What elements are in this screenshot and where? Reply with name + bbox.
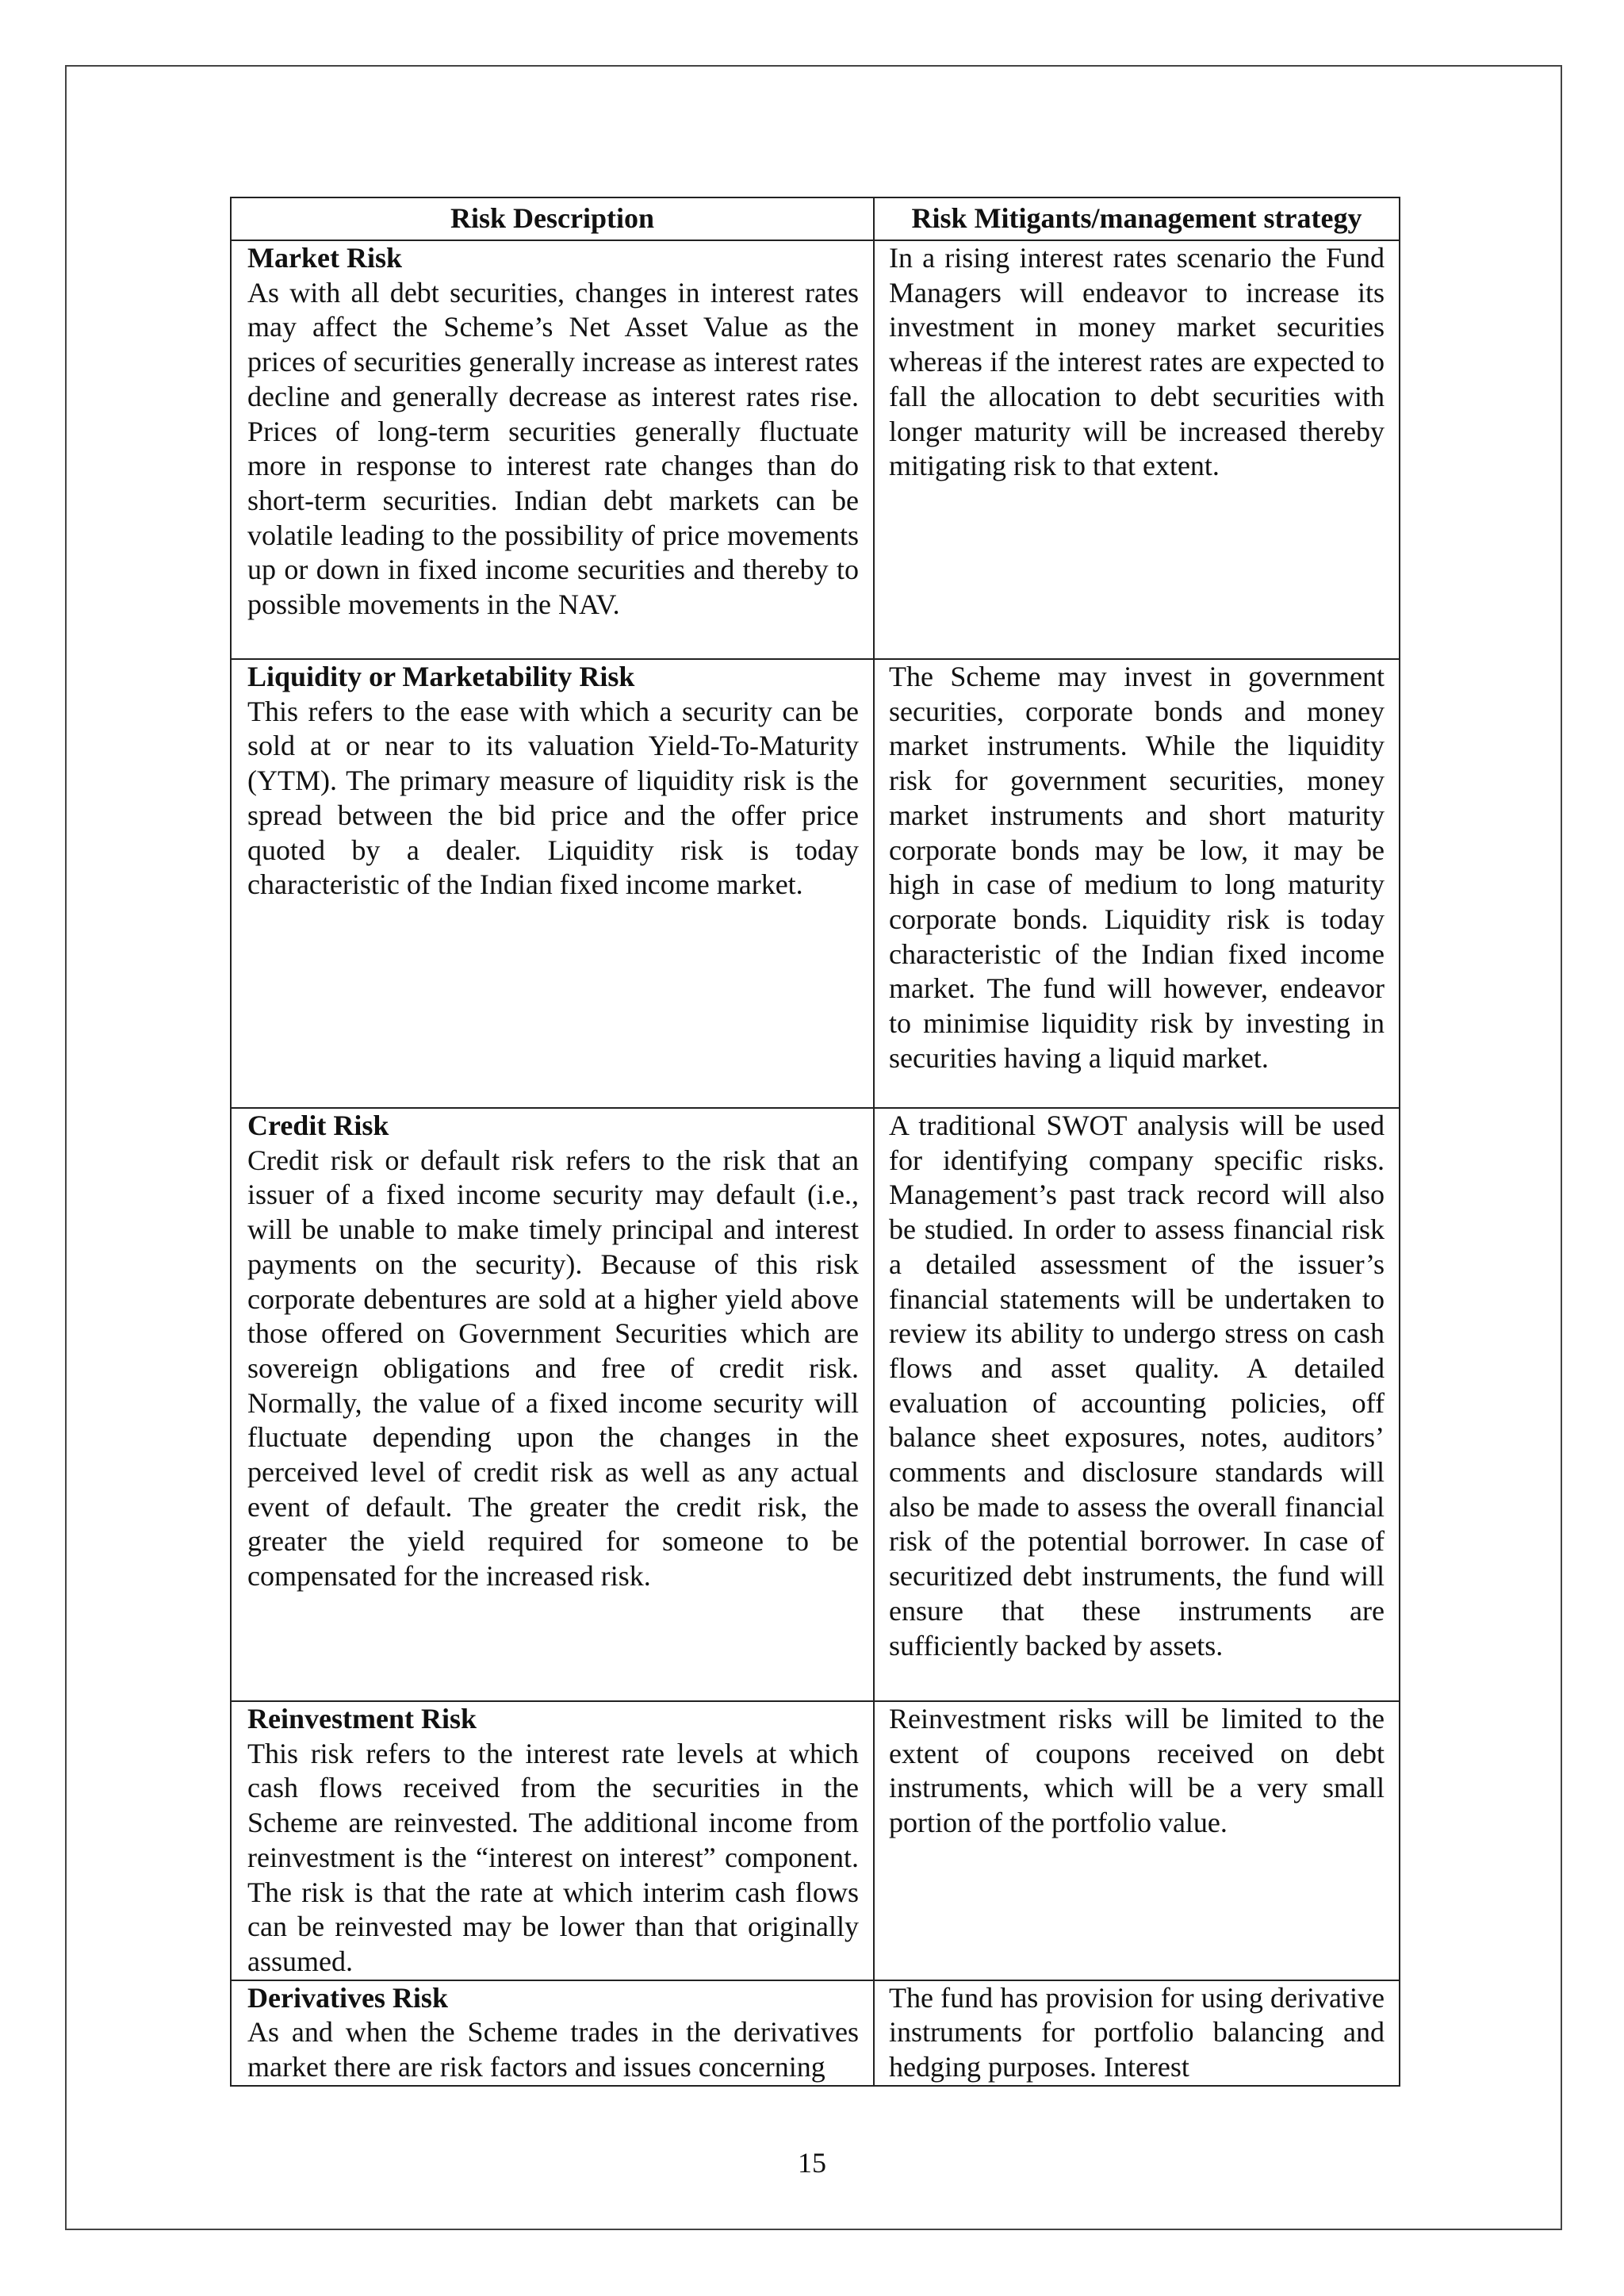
risk-mitigation-text: In a rising interest rates scenario the Fund Managers will endeavor to increase its investment in money market securities whereas if the interest rates are expected to fall the allocation to debt securities with longer maturity will be increased thereby mitigating risk to that extent. [889,242,1385,482]
table-row-credit-risk [231,1108,1400,1701]
risk-description-text: As and when the Scheme trades in the derivatives market there are risk factors and issues concerning [247,2016,859,2083]
risk-title: Reinvestment Risk [247,1703,477,1734]
risk-description-cell [231,240,874,659]
risk-description-text: Credit risk or default risk refers to the risk that an issuer of a fixed income security may default (i.e., will be unable to make timely principal and interest payments on the security). Because of this risk corporate debentures are sold at a higher yield above those offered on Government Securities which are sovereign obligations and free of credit risk. Normally, the value of a fixed income security will fluctuate depending upon the changes in the perceived level of credit risk as well as any actual event of default. The greater the credit risk, the greater the yield required for someone to be compensated for the increased risk. [247,1144,859,1593]
risk-description-text: As with all debt securities, changes in interest rates may affect the Scheme’s Net Asset Value as the prices of securities generally increase as interest rates decline and generally decrease as interest rates rise. Prices of long-term securities generally fluctuate more in response to interest rate changes than do short-term securities. Indian debt markets can be volatile leading to the possibility of price movements up or down in fixed income securities and thereby to possible movements in the NAV. [247,276,859,621]
risk-mitigation-cell [874,1701,1400,1980]
page-number: 15 [798,2147,826,2179]
risk-mitigation-cell [874,659,1400,1108]
risk-mitigation-text: A traditional SWOT analysis will be used for identifying company specific risks. Management’s past track record will also be studied. In order to assess financial risk a detailed assessment of the issuer’s financial statements will be undertaken to review its ability to undergo stress on cash flows and asset quality. A detailed evaluation of accounting policies, off balance sheet exposures, notes, auditors’ comments and disclosure standards will also be made to assess the overall financial risk of the potential borrower. In case of securitized debt instruments, the fund will ensure that these instruments are sufficiently backed by assets. [889,1110,1385,1662]
risk-description-cell [231,1108,874,1701]
header-risk-mitigants: Risk Mitigants/management strategy [874,197,1400,240]
table-row-derivatives-risk [231,1980,1400,2086]
risk-mitigation-cell [874,240,1400,659]
risk-title: Market Risk [247,242,402,274]
risk-description-cell [231,1980,874,2086]
risk-description-cell [231,1701,874,1980]
risk-title: Derivatives Risk [247,1981,448,2014]
risk-title: Liquidity or Marketability Risk [247,661,635,692]
risk-mitigation-text: Reinvestment risks will be limited to the extent of coupons received on debt instruments, which will be a very small portion of the portfolio value. [889,1703,1385,1839]
table-row-market-risk [231,240,1400,659]
risk-mitigation-cell [874,1108,1400,1701]
table-row-reinvestment-risk [231,1701,1400,1980]
table-header-row [231,197,1400,240]
table-row-liquidity-risk [231,659,1400,1108]
header-risk-description: Risk Description [231,197,874,240]
risk-description-text: This risk refers to the interest rate levels at which cash flows received from the securities in the Scheme are reinvested. The additional income from reinvestment is the “interest on interest” component. The risk is that the rate at which interim cash flows can be reinvested may be lower than that originally assumed. [247,1737,859,1977]
risk-title: Credit Risk [247,1110,389,1141]
risk-description-cell [231,659,874,1108]
risk-description-text: This refers to the ease with which a security can be sold at or near to its valuation Yield-To-Maturity (YTM). The primary measure of liquidity risk is the spread between the bid price and the offer price quoted by a dealer. Liquidity risk is today characteristic of the Indian fixed income market. [247,695,859,901]
risk-mitigation-text: The fund has provision for using derivative instruments for portfolio balancing and hedging purposes. Interest [889,1981,1385,2083]
risk-mitigation-cell [874,1980,1400,2086]
risk-table [230,197,1400,2087]
risk-mitigation-text: The Scheme may invest in government securities, corporate bonds and money market instruments. While the liquidity risk for government securities, money market instruments and short maturity corporate bonds may be low, it may be high in case of medium to long maturity corporate bonds. Liquidity risk is today characteristic of the Indian fixed income market. The fund will however, endeavor to minimise liquidity risk by investing in securities having a liquid market. [889,661,1385,1074]
